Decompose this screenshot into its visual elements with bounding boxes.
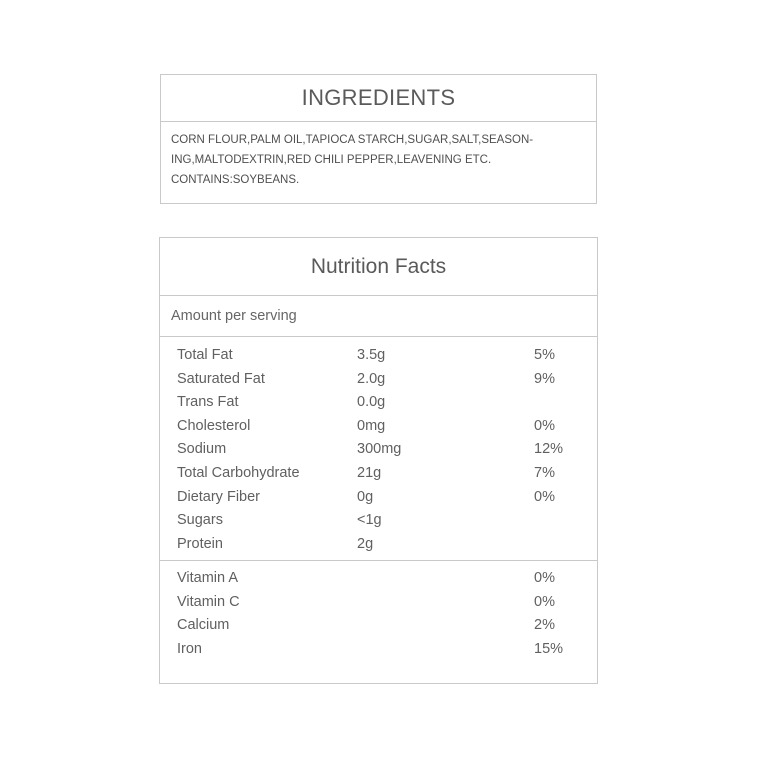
vitamin-row [160, 591, 597, 615]
nutrient-amount: 0mg [357, 417, 386, 434]
ingredients-text [161, 122, 596, 190]
vitamin-row [160, 614, 597, 638]
vitamin-list [160, 561, 597, 661]
nutrient-row [160, 344, 597, 368]
nutrient-name: Sodium [177, 441, 227, 458]
vitamin-daily-value: 2% [534, 617, 555, 634]
nutrient-name: Trans Fat [177, 394, 239, 411]
nutrient-row [160, 486, 597, 510]
nutrient-daily-value: 5% [534, 347, 555, 363]
vitamin-name: Iron [177, 640, 202, 657]
nutrient-name: Total Carbohydrate [177, 464, 300, 481]
serving-label: Amount per serving [160, 296, 597, 337]
ingredients-title: INGREDIENTS [161, 75, 596, 122]
nutrient-row [160, 391, 597, 415]
nutrient-amount: 2g [357, 535, 374, 552]
nutrient-row [160, 438, 597, 462]
nutrient-name: Protein [177, 535, 223, 552]
nutrient-amount: 21g [357, 464, 382, 481]
nutrient-name: Dietary Fiber [177, 488, 260, 505]
nutrient-row [160, 509, 597, 533]
vitamin-daily-value: 0% [534, 593, 555, 610]
nutrient-amount: 0.0g [357, 394, 386, 411]
nutrient-row [160, 533, 597, 557]
nutrient-row [160, 368, 597, 392]
nutrient-name: Sugars [177, 512, 223, 529]
vitamin-daily-value: 0% [534, 570, 555, 586]
nutrient-daily-value: 9% [534, 370, 555, 387]
nutrient-daily-value: 0% [534, 417, 555, 434]
nutrient-name: Total Fat [177, 347, 233, 363]
nutrient-amount: 300mg [357, 441, 402, 458]
vitamin-row [160, 638, 597, 662]
vitamin-name: Vitamin A [177, 570, 238, 586]
vitamin-row [160, 567, 597, 591]
nutrient-name: Saturated Fat [177, 370, 265, 387]
nutrient-list [160, 337, 597, 561]
nutrient-daily-value: 0% [534, 488, 555, 505]
nutrient-name: Cholesterol [177, 417, 251, 434]
nutrition-facts-panel [159, 237, 598, 684]
nutrient-row [160, 462, 597, 486]
ingredients-line: CONTAINS:SOYBEANS. [171, 174, 300, 186]
nutrition-title: Nutrition Facts [160, 238, 597, 296]
ingredients-line: CORN FLOUR,PALM OIL,TAPIOCA STARCH,SUGAR,SALT,SEASON- [171, 134, 534, 146]
nutrient-amount: 2.0g [357, 370, 386, 387]
nutrient-daily-value: 12% [534, 441, 564, 458]
nutrient-amount: 0g [357, 488, 374, 505]
nutrient-amount: <1g [357, 512, 382, 529]
vitamin-name: Calcium [177, 617, 230, 634]
vitamin-daily-value: 15% [534, 640, 564, 657]
nutrient-daily-value: 7% [534, 464, 555, 481]
ingredients-panel [160, 74, 597, 204]
vitamin-name: Vitamin C [177, 593, 240, 610]
nutrient-amount: 3.5g [357, 347, 386, 363]
nutrient-row [160, 415, 597, 439]
ingredients-line: ING,MALTODEXTRIN,RED CHILI PEPPER,LEAVENING ETC. [171, 154, 492, 166]
